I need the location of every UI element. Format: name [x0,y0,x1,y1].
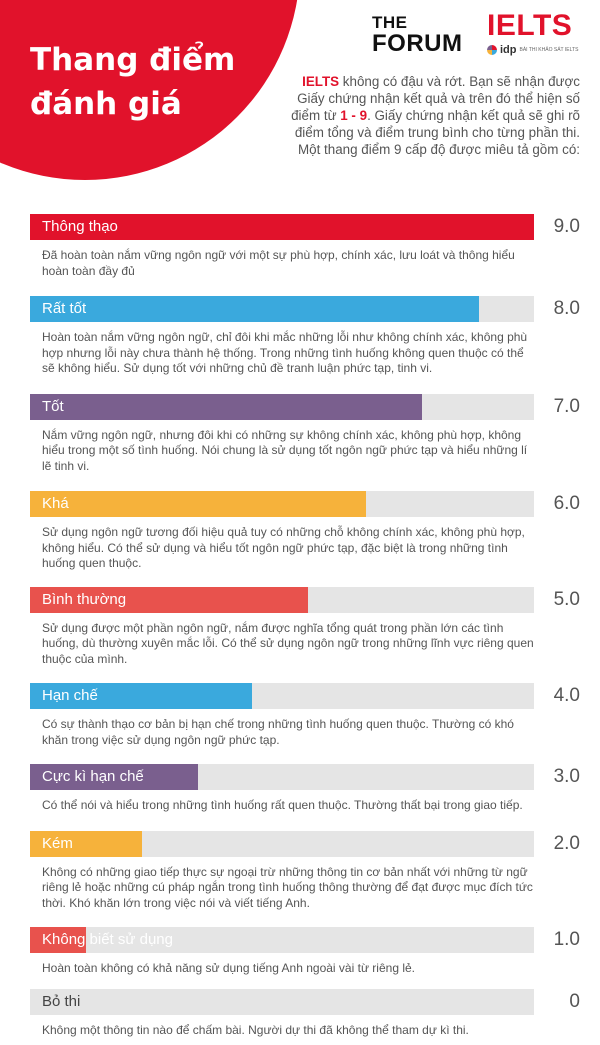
level-bar-fill [30,296,479,322]
level-score: 8.0 [553,298,580,319]
page-title [30,38,290,126]
level-bar-row [30,214,580,240]
forum-logo-line2: FORUM [372,30,463,57]
level-bar-row [30,683,580,709]
ielts-logo-text: IELTS [487,9,573,42]
level-label: Kém [42,834,73,852]
level-description: Có sự thành thạo cơ bản bị hạn chế trong những tình huống quen thuộc. Thường có khó khăn trong việc sử dụng ngôn ngữ phức tạp. [42,717,514,747]
level-bar-track [30,491,534,517]
level-score: 1.0 [553,929,580,950]
score-level [30,989,580,1039]
level-label: Cực kì hạn chế [42,768,144,785]
level-description: Không có những giao tiếp thực sự ngoại trừ những thông tin cơ bản nhất với những từ ngữ riêng lẻ hoặc những cú pháp ngắn trong tình huống thông thường để đạt được mục đích tức thời. Khó khăn lớn trong việc nói và viết tiếng Anh. [42,864,533,910]
level-bar-row [30,989,580,1015]
idp-icon [487,45,497,55]
level-bar-fill [30,491,366,517]
level-label: Bình thường [42,590,127,608]
level-bar-track [30,394,534,420]
level-bar-row [30,394,580,420]
level-score: 3.0 [553,766,580,787]
level-label: Rất tốt [42,300,87,317]
score-level [30,214,580,279]
ielts-logo [487,10,587,56]
intro-text-1: không có đậu và rớt. Bạn sẽ nhận được Giấy chứng nhận kết quả và trên đó thể hiện số điểm từ [291,74,580,123]
level-score: 9.0 [553,216,580,237]
forum-logo-line1: THE [372,13,408,32]
intro-brand: IELTS [302,74,340,89]
level-label: Tốt [42,397,64,415]
idp-text: idp [500,44,517,56]
level-bar-row [30,296,580,322]
level-score: 0 [569,990,580,1012]
score-level [30,764,580,814]
level-bar-row [30,587,580,613]
idp-tagline: BÀI THI KHẢO SÁT IELTS [519,47,579,53]
level-score: 5.0 [553,588,580,610]
intro-range: 1 - 9 [340,108,368,123]
level-bar-row [30,764,580,790]
idp-logo [487,44,587,56]
level-bar-track [30,296,534,322]
score-level [30,394,580,475]
level-bar-track [30,831,534,857]
level-bar-row [30,491,580,517]
level-label: Hạn chế [42,687,98,704]
level-description: Hoàn toàn không có khả năng sử dụng tiếng Anh ngoài vài từ riêng lẻ. [42,961,415,975]
intro-paragraph [275,73,580,158]
score-level [30,831,580,912]
level-description: Không một thông tin nào để chấm bài. Người dự thi đã không thể tham dự kì thi. [42,1022,469,1037]
level-bar-fill [30,394,422,420]
level-description: Sử dụng được một phần ngôn ngữ, nắm được nghĩa tổng quát trong phần lớn các tình huống, dù thường xuyên mắc lỗi. Có thể sử dụng ngôn ngữ trong những lĩnh vực riêng quen thuộc của mình. [42,620,534,666]
level-label: Bỏ thi [42,992,81,1010]
level-description: Nắm vững ngôn ngữ, nhưng đôi khi có những sự không chính xác, không phù hợp, không hiểu trong một số tình huống. Nói chung là sử dụng tốt ngôn ngữ phức tạp và hiểu những lí lẽ tinh vi. [42,427,528,473]
level-label: Khá [42,495,69,512]
score-level-list [30,214,580,1038]
the-forum-logo [372,14,472,56]
score-level [30,587,580,668]
intro-text-2: . Giấy chứng nhận kết quả sẽ ghi rõ điểm tổng và điểm trung bình cho từng phần thi. Một thang điểm 9 cấp độ được miêu tả gồm có: [294,108,580,157]
level-label: Thông thạo [42,218,118,235]
level-score: 6.0 [553,493,580,514]
level-bar-row [30,927,580,953]
level-bar-row [30,831,580,857]
page-title-line1: Thang điểm [30,42,236,78]
level-score: 4.0 [553,685,580,706]
score-level [30,683,580,748]
level-score: 2.0 [553,832,580,854]
level-description: Sử dụng ngôn ngữ tương đối hiệu quả tuy có những chỗ không chính xác, không phù hợp, không hiểu. Có thể sử dụng và hiểu tốt ngôn ngữ phức tạp, đặc biệt là trong những tình huống quen thuộc. [42,525,525,570]
level-score: 7.0 [553,395,580,417]
page-title-line2: đánh giá [30,86,182,122]
level-description: Đã hoàn toàn nắm vững ngôn ngữ với một sự phù hợp, chính xác, lưu loát và thông hiểu hoàn toàn đầy đủ [42,248,515,278]
level-bar-track [30,683,534,709]
score-level [30,927,580,977]
score-level [30,491,580,572]
level-label: Không biết sử dụng [42,931,173,948]
level-bar-track [30,989,534,1015]
score-level [30,296,580,377]
level-description: Có thể nói và hiểu trong những tình huống rất quen thuộc. Thường thất bại trong giao tiếp. [42,798,523,812]
level-description: Hoàn toàn nắm vững ngôn ngữ, chỉ đôi khi mắc những lỗi như không chính xác, không phù hợp nhưng lỗi này chưa thành hệ thống. Trong những tình huống không quen thuộc có thể sẽ không hiểu. Sử dụng tốt với những chủ đề tranh luận phức tạp, tinh vi. [42,330,528,375]
